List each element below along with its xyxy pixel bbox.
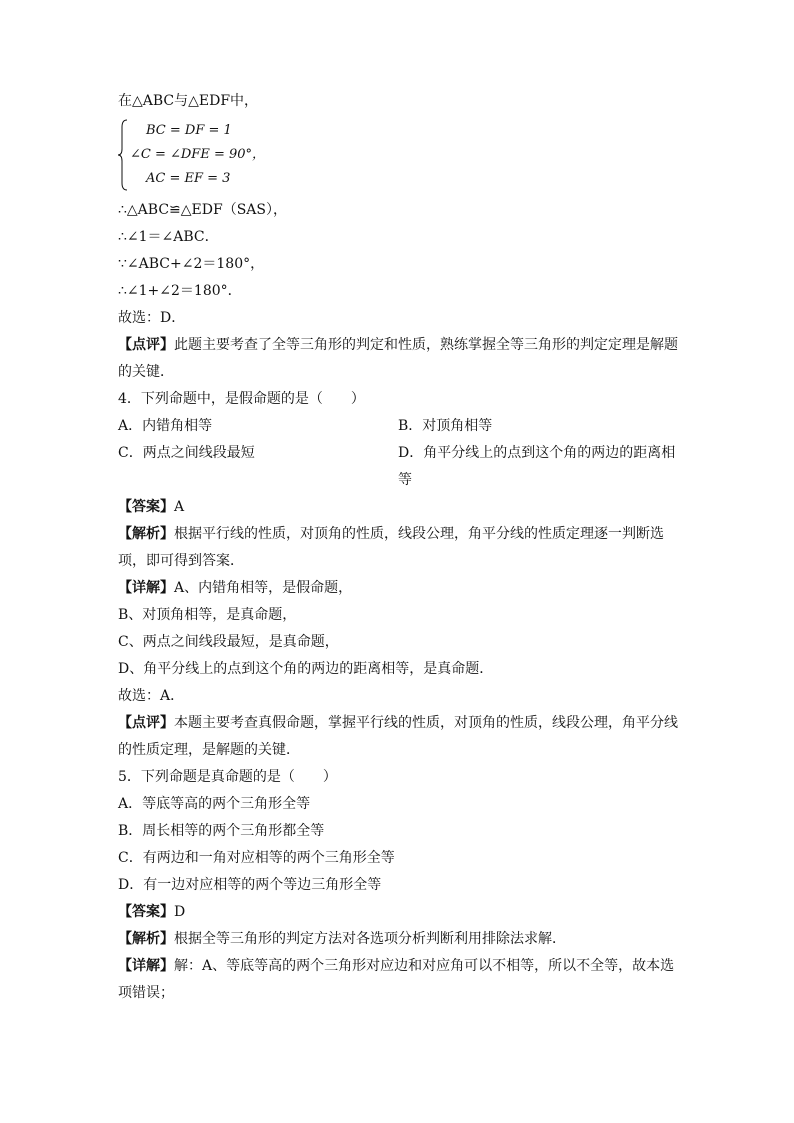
text-line: ∴△ABC≌△EDF（SAS），	[118, 202, 287, 218]
detail-tag: 【详解】	[118, 580, 174, 596]
detail-tag: 【详解】	[118, 958, 174, 974]
options-row	[118, 413, 678, 440]
text-line: ∴∠1+∠2＝180°．	[118, 283, 242, 299]
detail-text: 解：A、等底等高的两个三角形对应边和对应角可以不相等，所以不全等，故本选项错误；	[118, 958, 675, 1001]
detail-line: D、角平分线上的点到这个角的两边的距离相等，是真命题．	[118, 661, 494, 677]
option-c: C．有两边和一角对应相等的两个三角形全等	[118, 850, 395, 866]
review-paragraph	[118, 332, 678, 386]
answer-line	[118, 899, 678, 926]
detail-text: A、内错角相等，是假命题，	[174, 580, 353, 596]
review-text: 此题主要考查了全等三角形的判定和性质，熟练掌握全等三角形的判定定理是解题的关键．	[118, 337, 678, 380]
review-paragraph	[118, 710, 678, 764]
answer-tag: 【答案】	[118, 904, 174, 920]
option-d: D．有一边对应相等的两个等边三角形全等	[118, 877, 382, 893]
review-text: 本题主要考查真假命题，掌握平行线的性质，对顶角的性质，线段公理，角平分线的性质定理，是解题的关键．	[118, 715, 678, 758]
option-d: D．角平分线上的点到这个角的两边的距离相等	[398, 445, 676, 488]
equation-line: BC = DF = 1	[146, 123, 232, 138]
detail-line	[118, 575, 678, 602]
left-brace-icon	[118, 119, 128, 191]
solution-content	[118, 88, 678, 1007]
option-c: C．两点之间线段最短	[118, 445, 255, 461]
equation-line: ∠C = ∠DFE = 90°，	[130, 147, 266, 162]
question-5: 5．下列命题是真命题的是（ ）	[118, 769, 337, 785]
option-b: B．对顶角相等	[398, 418, 493, 434]
analysis-tag: 【解析】	[118, 931, 174, 947]
text-line: ∴∠1＝∠ABC．	[118, 229, 219, 245]
answer-value: A	[174, 499, 185, 515]
analysis-tag: 【解析】	[118, 526, 174, 542]
analysis-text: 根据平行线的性质，对顶角的性质，线段公理，角平分线的性质定理逐一判断选项，即可得到答案．	[118, 526, 664, 569]
detail-line: C、两点之间线段最短，是真命题，	[118, 634, 339, 650]
detail-paragraph	[118, 953, 678, 1007]
equation-line: AC = EF = 3	[146, 171, 231, 186]
question-4: 4．下列命题中，是假命题的是（ ）	[118, 391, 365, 407]
option-b: B．周长相等的两个三角形都全等	[118, 823, 325, 839]
choice-line: 故选：A．	[118, 688, 185, 704]
text-line: 在△ABC与△EDF中，	[118, 93, 259, 109]
options-row	[118, 440, 678, 494]
text-line: ∵∠ABC+∠2＝180°，	[118, 256, 265, 272]
analysis-paragraph	[118, 521, 678, 575]
answer-tag: 【答案】	[118, 499, 174, 515]
review-tag: 【点评】	[118, 715, 174, 731]
answer-value: D	[174, 904, 186, 920]
analysis-text: 根据全等三角形的判定方法对各选项分析判断利用排除法求解．	[174, 931, 566, 947]
review-tag: 【点评】	[118, 337, 174, 353]
equation-system	[118, 117, 678, 193]
option-a: A．等底等高的两个三角形全等	[118, 796, 311, 812]
answer-line	[118, 494, 678, 521]
analysis-line	[118, 926, 678, 953]
detail-line: B、对顶角相等，是真命题，	[118, 607, 297, 623]
option-a: A．内错角相等	[118, 418, 213, 434]
text-line: 故选：D．	[118, 310, 186, 326]
